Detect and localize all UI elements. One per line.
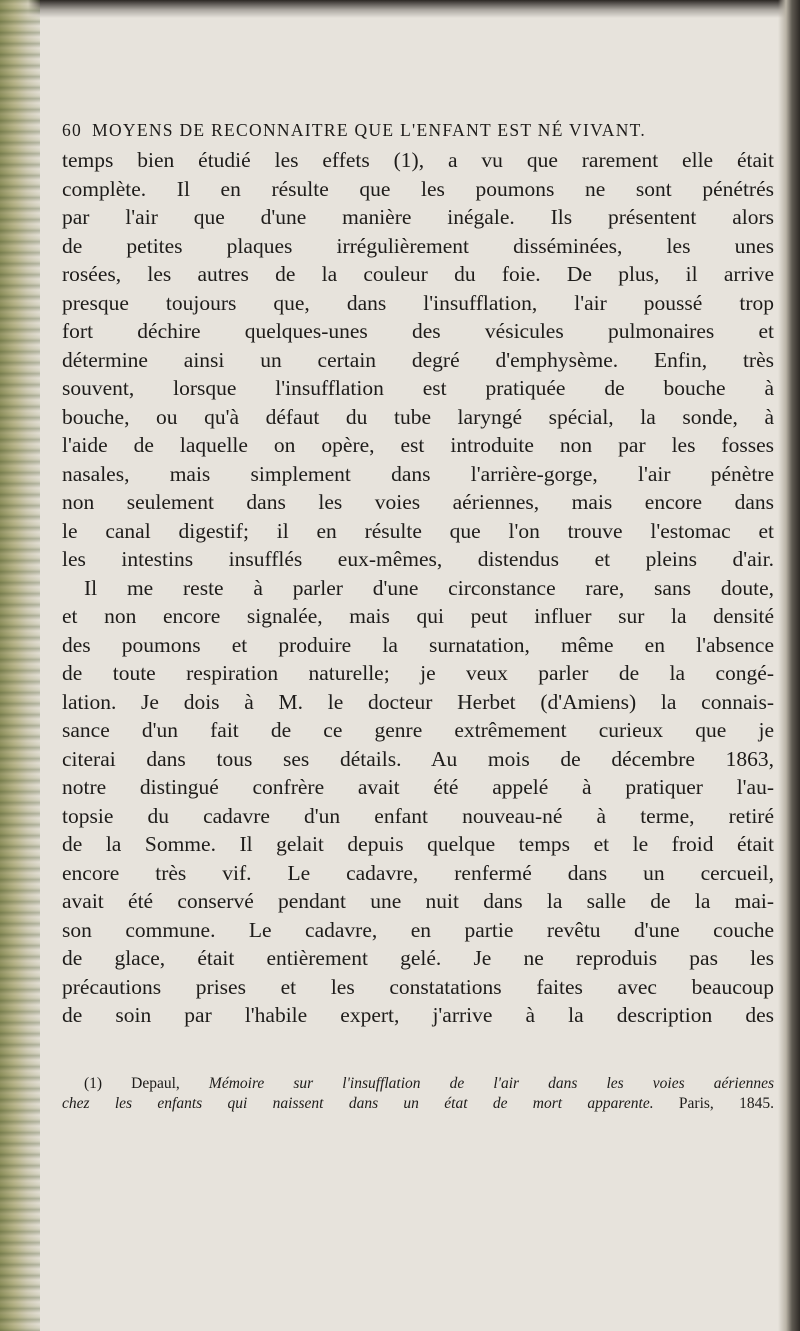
- text-line: lation. Je dois à M. le docteur Herbet (d'Amiens) la connais-: [62, 689, 774, 714]
- text-line: avait été conservé pendant une nuit dans la salle de la mai-: [62, 889, 774, 913]
- page-number: 60: [62, 120, 83, 140]
- text-line: bouche, ou qu'à défaut du tube laryngé spécial, la sonde, à: [62, 404, 774, 429]
- text-line: temps bien étudié les effets (1), a vu que rarement elle était: [62, 148, 774, 172]
- text-line: et non encore signalée, mais qui peut influer sur la densité: [62, 604, 774, 628]
- text-line: de toute respiration naturelle; je veux parler de la congé-: [62, 661, 774, 685]
- footnote-line-2: [62, 1094, 774, 1114]
- footnote-title-part2: chez les enfants qui naissent dans un état de mort apparente.: [62, 1094, 654, 1112]
- text-line: des poumons et produire la surnatation, même en l'absence: [62, 632, 774, 657]
- text-line: le canal digestif; il en résulte que l'on trouve l'estomac et: [62, 518, 774, 543]
- text-line: rosées, les autres de la couleur du foie. De plus, il arrive: [62, 262, 774, 286]
- text-line: précautions prises et les constatations faites avec beaucoup: [62, 974, 774, 999]
- footnote-author: Depaul,: [131, 1074, 180, 1092]
- footnote-line-1: [62, 1074, 774, 1094]
- text-line: citerai dans tous ses détails. Au mois de décembre 1863,: [62, 746, 774, 771]
- text-line: par l'air que d'une manière inégale. Ils présentent alors: [62, 205, 774, 229]
- text-line: nasales, mais simplement dans l'arrière-gorge, l'air pénètre: [62, 461, 774, 486]
- text-line: complète. Il en résulte que les poumons ne sont pénétrés: [62, 176, 774, 201]
- text-line: les intestins insufflés eux-mêmes, distendus et pleins d'air.: [62, 547, 774, 571]
- text-line: sance d'un fait de ce genre extrêmement curieux que je: [62, 718, 774, 742]
- text-line: fort déchire quelques-unes des vésicules pulmonaires et: [62, 319, 774, 343]
- text-line: Il me reste à parler d'une circonstance rare, sans doute,: [84, 575, 774, 600]
- footnote-title-part1: Mémoire sur l'insufflation de l'air dans les voies aériennes: [208, 1074, 774, 1092]
- footnote-marker: (1): [84, 1074, 103, 1092]
- left-binding-edge: [0, 0, 40, 1331]
- right-page-edge: [778, 0, 800, 1331]
- text-line: topsie du cadavre d'un enfant nouveau-né à terme, retiré: [62, 803, 774, 828]
- text-line: de glace, était entièrement gelé. Je ne reproduis pas les: [62, 946, 774, 970]
- text-line: non seulement dans les voies aériennes, mais encore dans: [62, 490, 774, 514]
- book-page: [62, 118, 774, 1114]
- text-line: notre distingué confrère avait été appelé à pratiquer l'au-: [62, 775, 774, 799]
- text-line: presque toujours que, dans l'insufflation, l'air poussé trop: [62, 290, 774, 315]
- text-line: encore très vif. Le cadavre, renfermé dans un cercueil,: [62, 860, 774, 885]
- page-top-shadow: [0, 0, 800, 18]
- footnote-place-date: Paris, 1845.: [678, 1094, 775, 1112]
- body-text: [62, 146, 774, 1030]
- text-line: son commune. Le cadavre, en partie revêtu d'une couche: [62, 917, 774, 942]
- running-head-title: MOYENS DE RECONNAITRE QUE L'ENFANT EST NÉ VIVANT.: [92, 120, 647, 140]
- running-head: [62, 118, 774, 142]
- text-line: détermine ainsi un certain degré d'emphysème. Enfin, très: [62, 347, 774, 372]
- text-line: l'aide de laquelle on opère, est introduite non par les fosses: [62, 433, 774, 457]
- text-line: de petites plaques irrégulièrement disséminées, les unes: [62, 233, 774, 258]
- footnote: [62, 1074, 774, 1114]
- text-line: de soin par l'habile expert, j'arrive à la description des: [62, 1003, 774, 1027]
- text-line: souvent, lorsque l'insufflation est pratiquée de bouche à: [62, 376, 774, 400]
- text-line: de la Somme. Il gelait depuis quelque temps et le froid était: [62, 832, 774, 856]
